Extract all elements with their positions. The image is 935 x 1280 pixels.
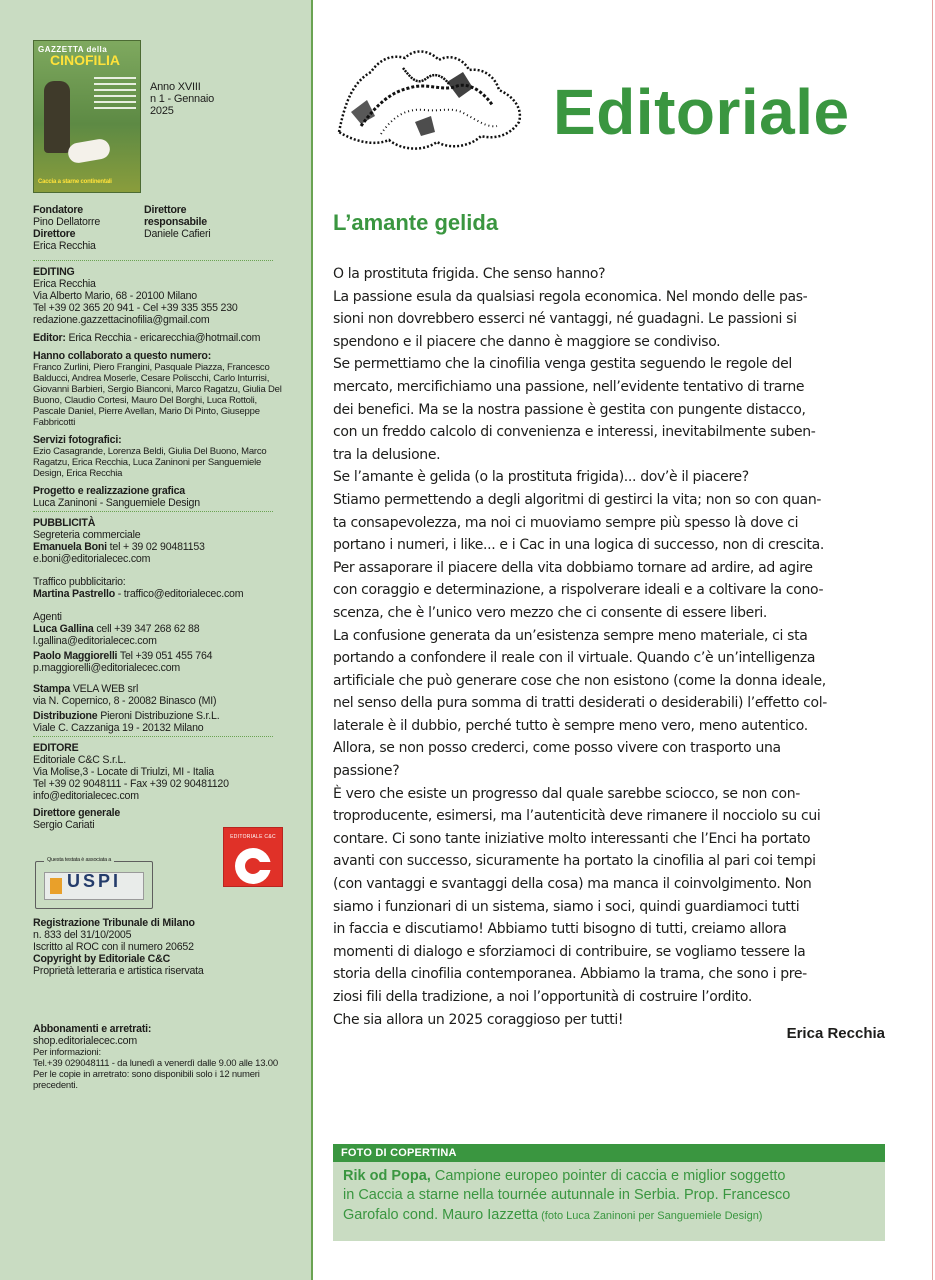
page-edge-rule — [932, 0, 933, 1280]
subscriptions-site[interactable]: shop.editorialecec.com — [33, 1035, 137, 1047]
article-line: con un freddo calcolo di convenienza e interessi, inevitabilmente suben- — [333, 424, 816, 441]
boni-email[interactable]: e.boni@editorialecec.com — [33, 553, 151, 565]
publisher-line: Via Molise,3 - Locate di Triulzi, MI - Italia — [33, 766, 214, 778]
article-line: laterale è il dubbio, perché tutto è sempre meno vero, meno autentico. — [333, 717, 808, 734]
article-line: Allora, se non posso crederci, come posso vivere con trasporto una — [333, 740, 781, 757]
editor-line — [33, 332, 283, 344]
article-line: È vero che esiste un progresso dal quale sarebbe sciocco, se non con- — [333, 785, 800, 802]
uspi-badge — [35, 857, 153, 909]
back-issues-line: precedenti. — [33, 1080, 78, 1091]
copyright-text: Proprietà letteraria e artistica riservata — [33, 965, 204, 977]
article-line: Stiamo permettendo a degli algoritmi di gestirci la vita; non so con quan- — [333, 491, 822, 508]
article-line: Se permettiamo che la cinofilia venga gestita seguendo le regole del — [333, 356, 792, 373]
article-line: Che sia allora un 2025 coraggioso per tutti! — [333, 1011, 624, 1028]
article-line: momenti di dialogo e sforziamoci di contribuire, se vogliamo tessere la — [333, 943, 806, 960]
subscriptions-block — [33, 1023, 283, 1091]
design-block — [33, 485, 283, 509]
article-line: ta consapevolezza, ma noi ci muoviamo sempre più spesso là dove ci — [333, 514, 799, 531]
article-title: L’amante gelida — [333, 210, 499, 235]
article-line: sioni non dovrebbero esserci né vantaggi, né guadagni. Le passioni si — [333, 311, 797, 328]
stampa-value: VELA WEB srl — [70, 683, 139, 695]
cover-tagline: Caccia a starne continentali — [38, 179, 112, 185]
publisher-line: Tel +39 02 9048111 - Fax +39 02 90481120 — [33, 778, 229, 790]
resp-director-name: Daniele Cafieri — [144, 228, 211, 240]
article-line: nel senso della pura somma di tratti desiderati o desiderabili) l’effetto col- — [333, 695, 827, 712]
article-line: O la prostituta frigida. Che senso hanno? — [333, 266, 606, 282]
design-text: Luca Zaninoni - Sanguemiele Design — [33, 497, 200, 509]
printing-block — [33, 683, 283, 734]
founder-name: Pino Dellatorre — [33, 216, 101, 228]
article-line: (con vantaggi e svantaggi della cosa) ma manca il coinvolgimento. Non — [333, 876, 812, 893]
article-line: spendono e il piacere che danno è maggiore se condiviso. — [333, 333, 721, 350]
founder-label: Fondatore — [33, 204, 83, 216]
cover-headlines — [94, 77, 136, 113]
cover-masthead-top: GAZZETTA della — [38, 45, 108, 54]
gallina-tel: cell +39 347 268 62 88 — [93, 623, 200, 635]
info-label: Per informazioni: — [33, 1047, 101, 1058]
divider — [33, 260, 273, 261]
caption-line: Garofalo cond. Mauro Iazzetta — [343, 1206, 539, 1223]
collaborators-label: Hanno collaborato a questo numero: — [33, 350, 212, 362]
director-name: Erica Recchia — [33, 240, 96, 252]
advertising-dept: Segreteria commerciale — [33, 529, 141, 541]
article-line: tra la delusione. — [333, 446, 441, 463]
issue-number: n 1 - Gennaio — [150, 93, 215, 105]
publisher-label: EDITORE — [33, 742, 79, 754]
stampa-address: via N. Copernico, 8 - 20082 Binasco (MI) — [33, 695, 217, 707]
uspi-logo — [44, 872, 144, 900]
maggiorelli-email[interactable]: p.maggiorelli@editorialecec.com — [33, 662, 181, 674]
distribution-value: Pieroni Distribuzione S.r.L. — [97, 710, 220, 722]
design-label: Progetto e realizzazione grafica — [33, 485, 185, 497]
distribution-label: Distribuzione — [33, 710, 98, 722]
editorial-header — [333, 0, 888, 200]
resp-director-label-2: responsabile — [144, 216, 207, 228]
divider — [33, 736, 273, 737]
photo-credit: (foto Luca Zaninoni per Sanguemiele Design) — [538, 1209, 763, 1222]
stampa-label: Stampa — [33, 683, 71, 695]
gallina-name: Luca Gallina — [33, 623, 94, 635]
editor-label: Editor: — [33, 332, 66, 344]
article-line: La confusione generata da un’esistenza sempre meno materiale, ci sta — [333, 627, 808, 644]
cover-masthead: CINOFILIA — [50, 52, 120, 68]
back-issues-line: Per le copie in arretrato: sono disponibili solo i 12 numeri — [33, 1069, 260, 1080]
distribution-address: Viale C. Cazzaniga 19 - 20132 Milano — [33, 722, 204, 734]
info-line: Tel.+39 029048111 - da lunedì a venerdì dalle 9.00 alle 13.00 — [33, 1058, 278, 1069]
maggiorelli-name: Paolo Maggiorelli — [33, 650, 118, 662]
gallina-email[interactable]: l.gallina@editorialecec.com — [33, 635, 157, 647]
article-body — [333, 263, 889, 1031]
traffic-name: Martina Pastrello — [33, 588, 115, 600]
resp-director-label-1: Direttore — [144, 204, 187, 216]
publisher-block — [33, 742, 283, 831]
general-director-name: Sergio Cariati — [33, 819, 95, 831]
collaborators-text: Franco Zurlini, Piero Frangini, Pasquale Piazza, Francesco Balducci, Andrea Moserle, Cesare Poliscchi, Carlo Inturrisi, Giovanni Barbieri, Sergio Bianconi, Marco Ragatzu, Giulia Del Buono, Claudio Cortesi, Mauro Del Borghi, Luca Rottoli, Pascale Daniel, Pierre Avellan, Mario Di Pinto, Giuseppe Fabbricotti — [33, 362, 282, 428]
editoriale-cc-logo — [223, 827, 283, 887]
photo-services-text: Ezio Casagrande, Lorenza Beldi, Giulia Del Buono, Marco Ragatzu, Erica Recchia, Luca Zaninoni per Sanguemiele Design, Erica Recchia — [33, 446, 267, 479]
issue-year: Anno XVIII — [150, 81, 201, 93]
registration-line: n. 833 del 31/10/2005 — [33, 929, 132, 941]
advertising-label: PUBBLICITÀ — [33, 517, 96, 529]
issue-info — [150, 81, 214, 117]
boni-tel: tel + 39 02 90481153 — [106, 541, 205, 553]
staff-block — [33, 204, 283, 252]
article-line: La passione esula da qualsiasi regola economica. Nel mondo delle pas- — [333, 288, 808, 305]
cover-row — [33, 40, 283, 196]
editing-line: Via Alberto Mario, 68 - 20100 Milano — [33, 290, 197, 302]
editing-email[interactable]: redazione.gazzettacinofilia@gmail.com — [33, 314, 210, 326]
uspi-name: USPI — [67, 871, 122, 891]
article-line: dei benefici. Ma se la nostra passione è gestita con pungente distacco, — [333, 401, 806, 418]
photo-services-label: Servizi fotografici: — [33, 434, 122, 446]
article-line: portano i numeri, i like... e i Cac in una logica di successo, non di crescita. — [333, 537, 824, 554]
editor-value[interactable]: Erica Recchia - ericarecchia@hotmail.com — [65, 332, 261, 344]
section-title: Editoriale — [553, 76, 850, 148]
article-line: mercato, mercifichiamo una passione, nell’evidente tentativo di trarne — [333, 378, 805, 395]
article-line: con coraggio e determinazione, a rispolverare ideali e a coltivare la cono- — [333, 582, 824, 599]
photo-services-block — [33, 434, 283, 479]
editing-block — [33, 266, 283, 326]
masthead-sidebar — [0, 0, 313, 1280]
editing-line: Tel +39 02 365 20 941 - Cel +39 335 355 230 — [33, 302, 238, 314]
registration-line: Iscritto al ROC con il numero 20652 — [33, 941, 194, 953]
logos-row — [33, 833, 283, 917]
article-line: avanti con successo, sicuramente ha portato la cinofilia al pari coi tempi — [333, 853, 816, 870]
advertising-block — [33, 517, 283, 674]
maggiorelli-tel: Tel +39 051 455 764 — [117, 650, 213, 662]
registration-label: Registrazione Tribunale di Milano — [33, 917, 195, 929]
c-letter-icon — [235, 848, 271, 884]
editoriale-cc-logo-text: EDITORIALE C&C — [230, 834, 276, 840]
editing-label: EDITING — [33, 266, 75, 278]
collaborators-block — [33, 350, 283, 428]
article-line: in faccia e discutiamo! Abbiamo tutti bisogno di tutti, creiamo allora — [333, 921, 787, 938]
uspi-caption: Questa testata è associata a — [44, 856, 114, 864]
article-line: scenza, che è l’unico vero mezzo che ci consente di essere liberi. — [333, 604, 767, 621]
article-line: portando a confondere il reale con il virtuale. Quando c’è un’intelligenza — [333, 650, 816, 667]
cover-dog-figure — [67, 138, 112, 165]
boni-name: Emanuela Boni — [33, 541, 107, 553]
caption-line: Campione europeo pointer di caccia e miglior soggetto — [430, 1168, 786, 1184]
publisher-line: Editoriale C&C S.r.L. — [33, 754, 126, 766]
traffic-label: Traffico pubblicitario: — [33, 576, 126, 588]
article-line: artificiale che può generare cose che non esistono (come la donna ideale, — [333, 672, 826, 689]
author-signature: Erica Recchia — [786, 1025, 885, 1042]
cover-hunter-figure — [44, 81, 70, 153]
article-line: troproducente, esimersi, ma l’autenticità deve rimanere il nocciolo su cui — [333, 808, 821, 825]
article-line: ziosi fili della tradizione, a noi l’opportunità di costruire l’ordito. — [333, 989, 752, 1005]
agents-label: Agenti — [33, 611, 62, 623]
editing-line: Erica Recchia — [33, 278, 96, 290]
article-line: contare. Ci sono tante iniziative molto interessanti che l’Enci ha portato — [333, 830, 811, 847]
sketch-illustration-icon — [331, 42, 531, 162]
dog-name: Rik od Popa, — [343, 1168, 431, 1184]
article-line: siamo i funzionari di un sistema, siamo i soci, quindi guardiamoci tutti — [333, 898, 800, 915]
uspi-mark-icon — [50, 878, 62, 894]
director-label: Direttore — [33, 228, 76, 240]
registration-block — [33, 917, 283, 977]
cover-photo-caption — [333, 1162, 885, 1226]
article-line: passione? — [333, 763, 400, 780]
copyright-label: Copyright by Editoriale C&C — [33, 953, 171, 965]
article-line: Per assaporare il piacere della vita dobbiamo tornare ad ardire, ad agire — [333, 559, 813, 576]
general-director-label: Direttore generale — [33, 807, 121, 819]
magazine-cover-thumbnail[interactable] — [33, 40, 141, 193]
traffic-email[interactable]: - traffico@editorialecec.com — [114, 588, 244, 600]
divider — [33, 511, 273, 512]
cover-photo-caption-box — [333, 1144, 885, 1241]
publisher-email[interactable]: info@editorialecec.com — [33, 790, 139, 802]
article-line: storia della cinofilia contemporanea. Abbiamo la trama, che sono i pre- — [333, 966, 807, 983]
caption-line: in Caccia a starne nella tournée autunnale in Serbia. Prop. Francesco — [343, 1187, 791, 1204]
cover-photo-heading: FOTO DI COPERTINA — [333, 1144, 885, 1162]
editorial-main — [333, 0, 888, 1280]
subscriptions-label: Abbonamenti e arretrati: — [33, 1023, 152, 1035]
issue-date: 2025 — [150, 105, 174, 117]
article-line: Se l’amante è gelida (o la prostituta frigida)... dov’è il piacere? — [333, 469, 749, 486]
